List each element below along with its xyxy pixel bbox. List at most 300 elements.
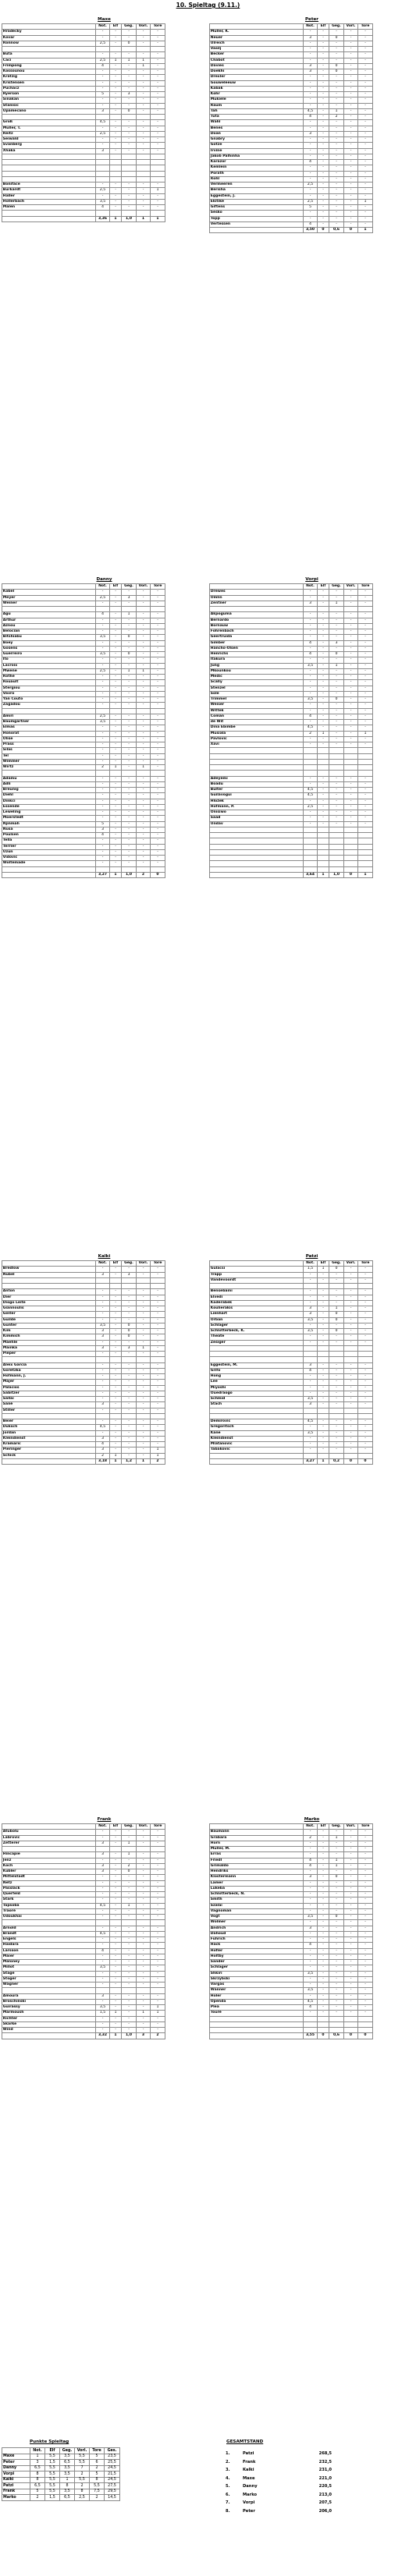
stat-cell: - (329, 1869, 344, 1875)
player-cell (210, 1345, 304, 1351)
stat-cell: - (110, 629, 122, 635)
stat-cell: - (122, 714, 137, 719)
stat-cell: - (304, 1869, 318, 1875)
stat-cell (110, 160, 122, 165)
stat-cell: - (318, 1306, 329, 1312)
stat-cell: - (96, 1976, 110, 1982)
table-row (210, 1447, 373, 1453)
stat-cell: - (151, 1852, 165, 1858)
stat-cell: - (122, 143, 137, 148)
stat-cell: - (96, 193, 110, 199)
table-row (2, 1312, 165, 1317)
stat-cell: - (137, 799, 151, 804)
stat-cell: - (137, 1300, 151, 1306)
stat-cell: - (304, 720, 318, 725)
stat-cell: - (304, 1425, 318, 1430)
table-row (210, 788, 373, 793)
stat-cell: - (329, 1300, 344, 1306)
stat-cell: - (151, 108, 165, 114)
player-cell: Ginter (2, 1312, 96, 1317)
stat-cell: - (318, 86, 329, 91)
table-row (2, 199, 165, 204)
stat-cell: 0 (329, 1915, 344, 1920)
stat-cell: - (304, 691, 318, 696)
player-cell: Vagnoman (210, 1908, 304, 1914)
player-cell: Woltemade (2, 861, 96, 866)
stat-cell: - (318, 1277, 329, 1283)
stat-cell: 0 (329, 1329, 344, 1334)
stat-cell: - (304, 1847, 318, 1852)
stat-cell: - (137, 2016, 151, 2021)
stat-cell (344, 1408, 358, 1413)
stat-cell: 2,5 (304, 199, 318, 204)
stat-cell: - (304, 1892, 318, 1897)
table-header (2, 584, 165, 590)
stat-cell: - (318, 1430, 329, 1436)
stat-cell: - (96, 1830, 110, 1835)
table-row (210, 714, 373, 719)
stat-cell: - (122, 844, 137, 849)
player-cell: Berisha (210, 188, 304, 193)
player-cell: Rouault (2, 680, 96, 686)
stat-cell (329, 1345, 344, 1351)
table-row (210, 629, 373, 635)
table-row (2, 720, 165, 725)
stat-cell: - (358, 652, 373, 657)
stat-cell: - (110, 1329, 122, 1334)
stat-cell: - (122, 1915, 137, 1920)
player-cell: Stöger (2, 1976, 96, 1982)
table-row (210, 668, 373, 674)
stat-cell: - (110, 1408, 122, 1413)
punkte-title: Punkte Spieltag (30, 2440, 69, 2444)
table-row (210, 736, 373, 742)
player-cell (210, 849, 304, 855)
player-cell (2, 1277, 96, 1283)
stat-cell: - (151, 1391, 165, 1396)
gesamt-table (223, 2450, 334, 2515)
column-header: Geg. (329, 24, 344, 30)
punkte-name: Frank (2, 2489, 30, 2495)
column-header: Tore (358, 584, 373, 590)
stat-cell: - (110, 1317, 122, 1323)
player-cell (210, 771, 304, 776)
stat-cell: - (137, 804, 151, 810)
stat-cell: - (344, 205, 358, 211)
stat-cell: 1 (151, 2005, 165, 2011)
stat-cell: - (329, 720, 344, 725)
stat-cell: - (318, 675, 329, 680)
table-row (210, 221, 373, 227)
table-row (210, 176, 373, 182)
table-row (210, 75, 373, 80)
player-cell: Gregoritsch (210, 1425, 304, 1430)
stat-cell (344, 827, 358, 832)
player-cell: Yan Couto (2, 697, 96, 703)
stat-cell: - (151, 776, 165, 781)
total-cell: 1 (137, 216, 151, 221)
stat-cell (318, 748, 329, 753)
stat-cell: - (137, 1267, 151, 1272)
player-section-marko (209, 1817, 414, 2379)
stat-cell: - (344, 182, 358, 188)
stat-cell: - (329, 1999, 344, 2004)
player-cell: Müller, K. (210, 30, 304, 35)
table-row (210, 1976, 373, 1982)
stat-cell: - (122, 686, 137, 691)
stat-cell: 3 (304, 1312, 318, 1317)
stat-cell: - (110, 143, 122, 148)
stat-cell: - (96, 1886, 110, 1891)
stat-cell (304, 827, 318, 832)
stat-cell: - (122, 781, 137, 787)
stat-cell: - (137, 1948, 151, 1954)
stat-cell: - (151, 635, 165, 640)
table-row (2, 753, 165, 759)
stat-cell: - (110, 1880, 122, 1886)
stat-cell: 2,5 (96, 188, 110, 193)
stat-cell: - (304, 810, 318, 816)
stat-cell: - (358, 1931, 373, 1936)
stat-cell: - (329, 742, 344, 748)
stat-cell: - (329, 131, 344, 136)
table-row (210, 1300, 373, 1306)
table-row (210, 1267, 373, 1272)
stat-cell: - (318, 216, 329, 221)
stat-cell: - (96, 2021, 110, 2027)
stat-cell: - (344, 1948, 358, 1954)
rank-points: 220,5 (318, 2484, 332, 2489)
total-cell: 0 (344, 1458, 358, 1464)
stat-cell: - (304, 1841, 318, 1846)
table-row (2, 103, 165, 108)
stat-cell: - (151, 205, 165, 211)
stat-cell: - (122, 1943, 137, 1948)
stat-cell: - (318, 97, 329, 103)
stat-cell: - (344, 1999, 358, 2004)
stat-cell: - (122, 793, 137, 799)
stat-cell: - (358, 108, 373, 114)
stat-cell: - (344, 108, 358, 114)
table-row (2, 652, 165, 657)
player-cell: Haidara (2, 1943, 96, 1948)
table-row (210, 1982, 373, 1988)
stat-cell: - (110, 1312, 122, 1317)
punkte-value: 7 (75, 2465, 90, 2471)
stat-cell: - (137, 1385, 151, 1391)
table-row (2, 657, 165, 663)
stat-cell: - (151, 126, 165, 131)
stat-cell: - (151, 182, 165, 188)
stat-cell: - (329, 1886, 344, 1891)
table-row (210, 1897, 373, 1903)
punkte-name: Kalki (2, 2477, 30, 2483)
stat-cell (318, 2016, 329, 2021)
stat-cell: - (110, 1897, 122, 1903)
stat-cell: - (110, 1442, 122, 1447)
stat-cell: - (358, 52, 373, 58)
stat-cell: - (329, 612, 344, 618)
player-cell: Tel (2, 753, 96, 759)
table-row (2, 1317, 165, 1323)
stat-cell (96, 1920, 110, 1926)
player-cell: Labrovic (2, 1835, 96, 1841)
stat-cell: 1 (122, 612, 137, 618)
stat-cell: - (304, 92, 318, 97)
stat-cell: - (318, 188, 329, 193)
stat-cell: - (137, 1442, 151, 1447)
stat-cell: - (329, 1954, 344, 1959)
stat-cell (122, 160, 137, 165)
stat-cell: - (137, 1960, 151, 1965)
stat-cell: 3 (304, 1306, 318, 1312)
stat-cell: - (96, 1385, 110, 1391)
stat-cell: - (96, 1943, 110, 1948)
stat-cell: - (329, 804, 344, 810)
player-name: Maxe (98, 17, 111, 22)
stat-cell (318, 2021, 329, 2027)
stat-cell (151, 771, 165, 776)
stat-cell (110, 1413, 122, 1419)
stat-cell: - (304, 30, 318, 35)
stat-cell: - (110, 742, 122, 748)
stat-cell: - (122, 827, 137, 832)
stat-cell: - (344, 595, 358, 601)
player-cell: Tella (2, 838, 96, 844)
stat-cell: - (137, 120, 151, 126)
stat-cell: - (344, 1436, 358, 1441)
stat-cell: 2,5 (96, 58, 110, 63)
stat-cell: 1 (329, 1858, 344, 1863)
player-cell: Gimber (210, 640, 304, 646)
table-row (210, 1971, 373, 1976)
stat-cell: - (110, 1931, 122, 1936)
stat-cell: - (329, 97, 344, 103)
stat-cell: - (329, 731, 344, 736)
stat-cell: - (96, 856, 110, 861)
punkte-name: Marko (2, 2495, 30, 2501)
stat-cell: - (318, 1892, 329, 1897)
column-header: Not. (304, 584, 318, 590)
stat-cell: - (110, 736, 122, 742)
stat-cell: - (344, 1982, 358, 1988)
stat-cell: - (96, 1835, 110, 1841)
stat-cell: - (151, 86, 165, 91)
table-row (210, 131, 373, 136)
stat-cell: - (151, 1334, 165, 1340)
stat-cell: - (358, 816, 373, 821)
stat-cell: - (318, 1982, 329, 1988)
stat-cell: 3 (122, 595, 137, 601)
stat-cell: 0 (122, 652, 137, 657)
stat-cell: - (358, 720, 373, 725)
punkte-row (2, 2495, 120, 2501)
stat-cell (110, 211, 122, 216)
table-row (210, 1345, 373, 1351)
table-row (2, 748, 165, 753)
stat-cell: 3,5 (304, 1317, 318, 1323)
total-cell: 0,2 (329, 1458, 344, 1464)
stat-cell: 3 (96, 1272, 110, 1277)
stat-cell: - (318, 663, 329, 668)
stat-cell: - (358, 1317, 373, 1323)
stat-cell: - (344, 2011, 358, 2016)
stat-cell: - (329, 58, 344, 63)
stat-cell: 3,5 (304, 697, 318, 703)
stat-cell: - (318, 703, 329, 708)
stat-cell: - (358, 1886, 373, 1891)
stat-cell: - (122, 697, 137, 703)
punkte-column-header: Tore (90, 2448, 105, 2454)
stat-cell: - (122, 75, 137, 80)
stat-cell: - (122, 736, 137, 742)
stat-cell: - (96, 776, 110, 781)
stat-cell: - (151, 1295, 165, 1300)
stat-cell (304, 1284, 318, 1289)
stat-cell: - (329, 618, 344, 623)
stat-cell: - (137, 1408, 151, 1413)
stat-cell: - (110, 1948, 122, 1954)
stat-cell: - (151, 640, 165, 646)
player-cell: Bernardo (210, 618, 304, 623)
stat-cell: - (122, 2021, 137, 2027)
table-row (210, 1397, 373, 1402)
player-cell: Skrzybski (210, 1976, 304, 1982)
stat-cell: - (358, 1948, 373, 1954)
punkte-value: 5,5 (90, 2483, 105, 2489)
stat-cell: - (358, 640, 373, 646)
table-row (210, 1442, 373, 1447)
stat-cell: - (151, 1937, 165, 1943)
rank-name: Frank (243, 2459, 256, 2464)
stat-cell: - (304, 668, 318, 674)
stat-cell: 0 (122, 1323, 137, 1328)
table-row (210, 165, 373, 171)
stat-cell: - (344, 652, 358, 657)
stat-cell: - (358, 97, 373, 103)
stat-cell (137, 1277, 151, 1283)
player-cell: Maier (2, 1954, 96, 1959)
stat-cell: - (110, 126, 122, 131)
stat-cell: - (344, 697, 358, 703)
stat-cell: - (318, 182, 329, 188)
stat-cell (358, 861, 373, 866)
player-cell: Kobel (2, 590, 96, 595)
stat-cell: - (318, 821, 329, 827)
table-row (2, 827, 165, 832)
stat-cell: - (110, 148, 122, 154)
table-row (2, 165, 165, 171)
punkte-row (2, 2477, 120, 2483)
table-row (2, 1284, 165, 1289)
stat-cell (96, 1284, 110, 1289)
stat-cell: - (137, 691, 151, 696)
stat-cell: - (318, 612, 329, 618)
stat-cell: - (358, 1835, 373, 1841)
total-cell: 1 (110, 216, 122, 221)
table-row (210, 652, 373, 657)
stat-cell: - (151, 612, 165, 618)
column-header: Elf (318, 584, 329, 590)
stat-cell: - (110, 1835, 122, 1841)
stat-cell: 4,5 (304, 1419, 318, 1425)
stat-cell: - (344, 1289, 358, 1295)
stat-cell: - (122, 601, 137, 606)
stat-cell: - (151, 691, 165, 696)
stat-cell: - (344, 63, 358, 69)
player-cell (2, 1357, 96, 1362)
player-cell: Szalai (210, 1903, 304, 1908)
punkte-value: 8 (90, 2477, 105, 2483)
stat-cell: - (96, 680, 110, 686)
player-name: Patzi (305, 1254, 318, 1259)
stat-cell: - (358, 115, 373, 120)
stat-cell (122, 176, 137, 182)
stat-cell: - (344, 788, 358, 793)
player-cell: Bülter (210, 788, 304, 793)
stat-cell (137, 171, 151, 176)
stat-cell: - (96, 1391, 110, 1396)
stat-cell: - (110, 1869, 122, 1875)
stat-cell (137, 1847, 151, 1852)
stat-cell: - (122, 1948, 137, 1954)
stat-cell: - (344, 35, 358, 41)
table-row (2, 1869, 165, 1875)
stat-cell (344, 1357, 358, 1362)
stat-cell: - (151, 1841, 165, 1846)
stat-cell: 1 (137, 63, 151, 69)
punkte-value: 27,5 (105, 2483, 120, 2489)
header-blank (2, 1824, 96, 1830)
table-row (210, 2011, 373, 2016)
table-row (2, 1847, 165, 1852)
stat-cell: - (122, 759, 137, 764)
stat-cell: - (358, 92, 373, 97)
player-cell (210, 861, 304, 866)
punkte-value: 6,5 (60, 2460, 75, 2466)
stat-cell (358, 2021, 373, 2027)
stat-cell: 2,5 (96, 131, 110, 136)
stat-cell: - (151, 1312, 165, 1317)
stat-cell: - (122, 753, 137, 759)
stat-cell: - (344, 216, 358, 221)
stat-cell: - (122, 856, 137, 861)
stat-cell: - (122, 1436, 137, 1441)
stat-cell: - (110, 1960, 122, 1965)
stat-cell: - (318, 697, 329, 703)
stat-cell: - (304, 80, 318, 86)
table-row (210, 103, 373, 108)
stat-cell: - (137, 731, 151, 736)
player-cell (210, 1357, 304, 1362)
stat-cell: - (304, 1289, 318, 1295)
table-row (210, 171, 373, 176)
stat-cell: - (137, 714, 151, 719)
table-row (210, 844, 373, 849)
stat-cell: - (96, 849, 110, 855)
stat-cell: - (358, 686, 373, 691)
table-row (210, 1920, 373, 1926)
player-cell: Brandt (2, 1931, 96, 1936)
stat-cell: - (122, 1317, 137, 1323)
table-row (2, 1960, 165, 1965)
stat-cell: - (151, 137, 165, 143)
table-row (210, 92, 373, 97)
table-row (2, 765, 165, 771)
rank-name: Marko (243, 2492, 258, 2497)
player-cell (2, 866, 96, 872)
player-cell: Trapp (210, 1272, 304, 1277)
